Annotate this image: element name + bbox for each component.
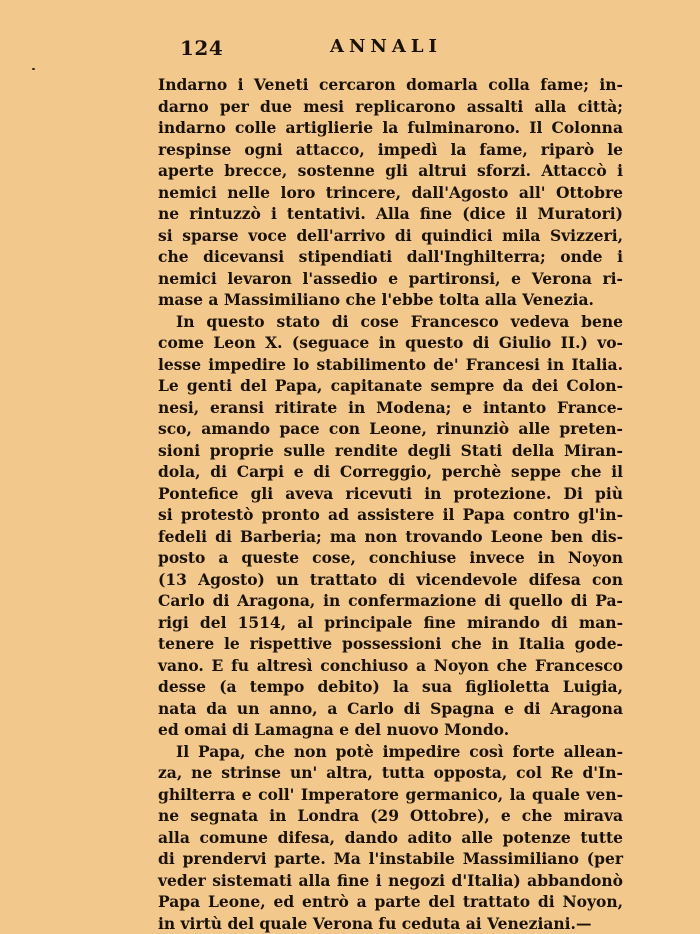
text-line: si sparse voce dell'arrivo di quindici mila Svizzeri,: [158, 225, 623, 245]
text-line: Carlo di Aragona, in confermazione di quello di Pa-: [158, 591, 623, 610]
text-line: rigi del 1514, al principale fine mirando di man-: [158, 612, 623, 632]
running-title: ANNALI: [330, 36, 442, 57]
text-line: aperte brecce, sostenne gli altrui sforzi. Attaccò i: [158, 161, 623, 180]
text-line: desse (a tempo debito) la sua figlioletta Luigia,: [158, 677, 623, 696]
text-line: sco, amando pace con Leone, rinunziò alle preten-: [158, 419, 623, 438]
text-line: alla comune difesa, dando adito alle potenze tutte: [158, 827, 623, 847]
text-line: za, ne strinse un' altra, tutta opposta, col Re d'In-: [158, 763, 623, 782]
text-line: tenere le rispettive possessioni che in Italia gode-: [158, 634, 623, 653]
page-speck: [32, 68, 35, 70]
text-line: dola, di Carpi e di Correggio, perchè seppe che il: [158, 462, 623, 481]
body-text: [158, 74, 623, 934]
text-line: In questo stato di cose Francesco vedeva bene: [176, 311, 623, 331]
text-line: che dicevansi stipendiati dall'Inghilterra; onde i: [158, 247, 623, 266]
text-line: fedeli di Barberia; ma non trovando Leone ben dis-: [158, 526, 623, 546]
text-line: (13 Agosto) un trattato di vicendevole difesa con: [158, 569, 623, 589]
text-line: nemici nelle loro trincere, dall'Agosto all' Ottobre: [158, 182, 623, 202]
text-line: sioni proprie sulle rendite degli Stati della Miran-: [158, 440, 623, 460]
text-line: posto a queste cose, conchiuse invece in Noyon: [158, 548, 623, 567]
text-line: ne segnata in Londra (29 Ottobre), e che mirava: [158, 806, 623, 825]
text-line: ed omai di Lamagna e del nuovo Mondo.: [158, 720, 510, 739]
text-line: mase a Massimiliano che l'ebbe tolta alla Venezia.: [158, 290, 594, 309]
text-line: darno per due mesi replicarono assalti alla città;: [158, 96, 623, 116]
text-line: Indarno i Veneti cercaron domarla colla fame; in-: [158, 75, 623, 94]
text-line: si protestò pronto ad assistere il Papa contro gl'in-: [158, 505, 623, 524]
page-number: 124: [180, 36, 224, 60]
text-line: ne rintuzzò i tentativi. Alla fine (dice il Muratori): [158, 204, 623, 223]
text-line: nesi, eransi ritirate in Modena; e intanto France-: [158, 397, 623, 417]
text-line: Il Papa, che non potè impedire così forte allean-: [176, 741, 623, 761]
text-line: in virtù del quale Verona fu ceduta ai Veneziani.—: [158, 913, 592, 933]
text-line: ghilterra e coll' Imperatore germanico, la quale ven-: [158, 784, 623, 804]
text-line: Pontefice gli aveva ricevuti in protezione. Di più: [158, 483, 623, 503]
page-header: [158, 36, 628, 66]
text-line: respinse ogni attacco, impedì la fame, riparò le: [158, 139, 623, 159]
text-line: come Leon X. (seguace in questo di Giulio II.) vo-: [158, 333, 623, 352]
text-line: Papa Leone, ed entrò a parte del trattato di Noyon,: [158, 892, 623, 911]
text-line: nata da un anno, a Carlo di Spagna e di Aragona: [158, 698, 623, 718]
text-line: di prendervi parte. Ma l'instabile Massimiliano (per: [158, 849, 623, 868]
text-line: Le genti del Papa, capitanate sempre da dei Colon-: [158, 376, 623, 395]
text-line: nemici levaron l'assedio e partironsi, e Verona ri-: [158, 268, 623, 288]
text-line: veder sistemati alla fine i negozi d'Italia) abbandonò: [158, 870, 623, 890]
text-line: vano. E fu altresì conchiuso a Noyon che Francesco: [158, 655, 623, 675]
text-line: lesse impedire lo stabilimento de' Francesi in Italia.: [158, 354, 623, 374]
text-line: indarno colle artiglierie la fulminarono. Il Colonna: [158, 118, 623, 137]
